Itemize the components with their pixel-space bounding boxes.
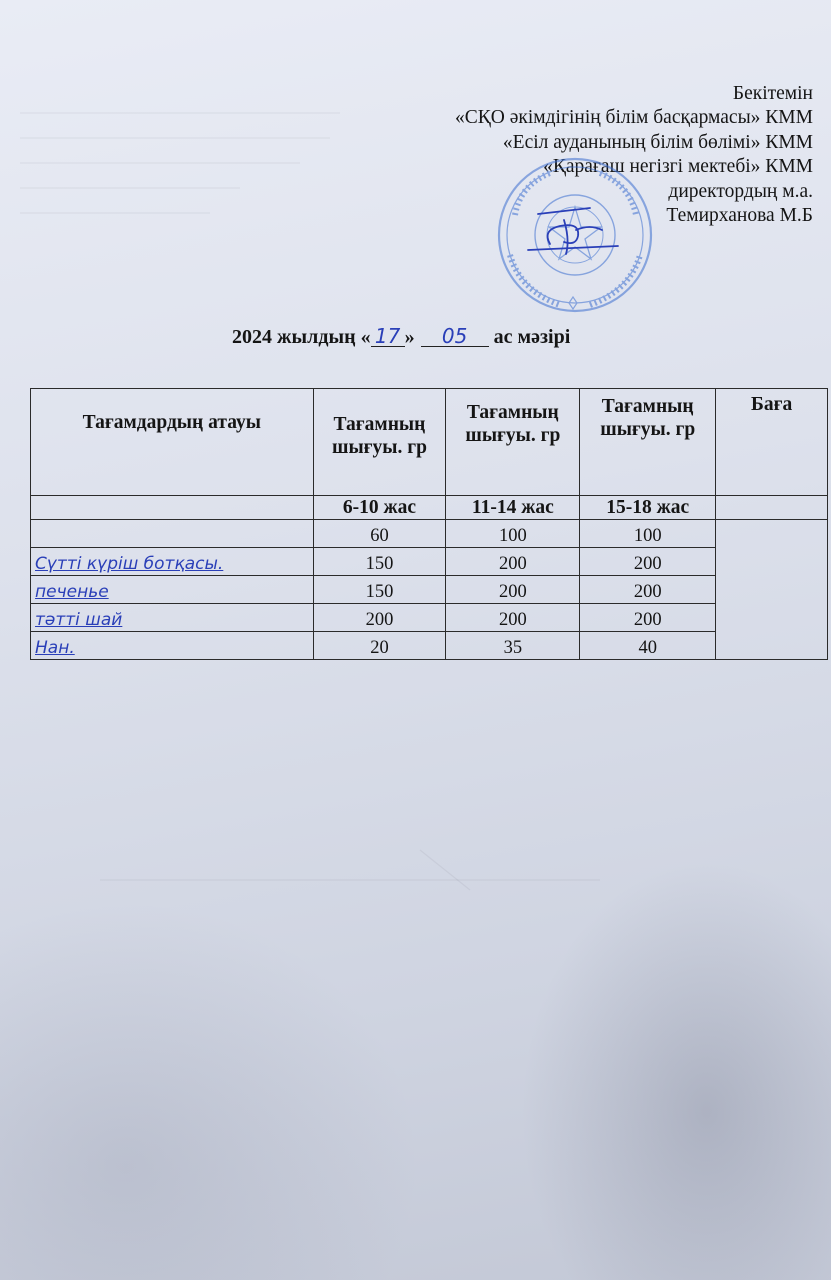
dish-cell: [31, 576, 314, 604]
value-cell: 200: [446, 548, 580, 576]
value-cell: 100: [446, 520, 580, 548]
title-suffix: ас мәзірі: [493, 326, 571, 348]
header-price: Баға: [716, 389, 828, 496]
value-cell: 200: [580, 576, 716, 604]
table-row: [31, 548, 828, 576]
age-group-cell: 11-14 жас: [446, 496, 580, 520]
dish-cell: [31, 632, 314, 660]
value-cell: 200: [580, 548, 716, 576]
table-row: [31, 520, 828, 548]
age-group-row: [31, 496, 828, 520]
value-cell: 35: [446, 632, 580, 660]
value-cell: 150: [313, 548, 446, 576]
header-output-6-10: Тағамның шығуы. гр: [313, 389, 446, 496]
handwritten-dish: Сүтті күріш ботқасы.: [35, 554, 224, 574]
price-cell: [716, 520, 828, 660]
menu-table: [30, 388, 828, 660]
menu-title: [232, 326, 570, 349]
header-output-15-18: Тағамның шығуы. гр: [580, 389, 716, 496]
handwritten-dish: тәтті шай: [35, 610, 123, 630]
month-blank: [421, 324, 489, 348]
price-empty-cell: [716, 496, 828, 520]
header-dish-name: Тағамдардың атауы: [31, 389, 314, 496]
dish-cell: [31, 548, 314, 576]
age-group-cell: 6-10 жас: [313, 496, 446, 520]
handwritten-month: 05: [441, 324, 468, 348]
value-cell: 40: [580, 632, 716, 660]
approval-line: «Қарағаш негізгі мектебі» КММ: [543, 156, 813, 178]
handwritten-dish: печенье: [35, 582, 109, 602]
value-cell: 100: [580, 520, 716, 548]
handwritten-day: 17: [374, 324, 401, 348]
approval-line: директордың м.а.: [668, 180, 813, 202]
table-row: [31, 632, 828, 660]
signature-icon: [520, 200, 630, 260]
dish-cell: [31, 604, 314, 632]
approval-line: Бекітемін: [732, 83, 813, 104]
value-cell: 60: [313, 520, 446, 548]
table-row: [31, 576, 828, 604]
title-quote: »: [404, 326, 415, 348]
age-group-cell: 15-18 жас: [580, 496, 716, 520]
approval-line: «СҚО әкімдігінің білім басқармасы» КММ: [455, 107, 813, 129]
header-output-11-14: Тағамның шығуы. гр: [446, 389, 580, 496]
day-blank: [371, 324, 405, 348]
approval-line: Темирханова М.Б: [666, 205, 813, 227]
table-header-row: [31, 389, 828, 496]
value-cell: 20: [313, 632, 446, 660]
dish-cell: [31, 520, 314, 548]
value-cell: 200: [446, 604, 580, 632]
value-cell: 200: [446, 576, 580, 604]
value-cell: 150: [313, 576, 446, 604]
title-year: 2024 жылдың «: [232, 326, 371, 348]
handwritten-dish: Нан.: [35, 638, 75, 658]
age-empty-cell: [31, 496, 314, 520]
approval-line: «Есіл ауданының білім бөлімі» КММ: [502, 131, 813, 153]
value-cell: 200: [580, 604, 716, 632]
table-row: [31, 604, 828, 632]
value-cell: 200: [313, 604, 446, 632]
